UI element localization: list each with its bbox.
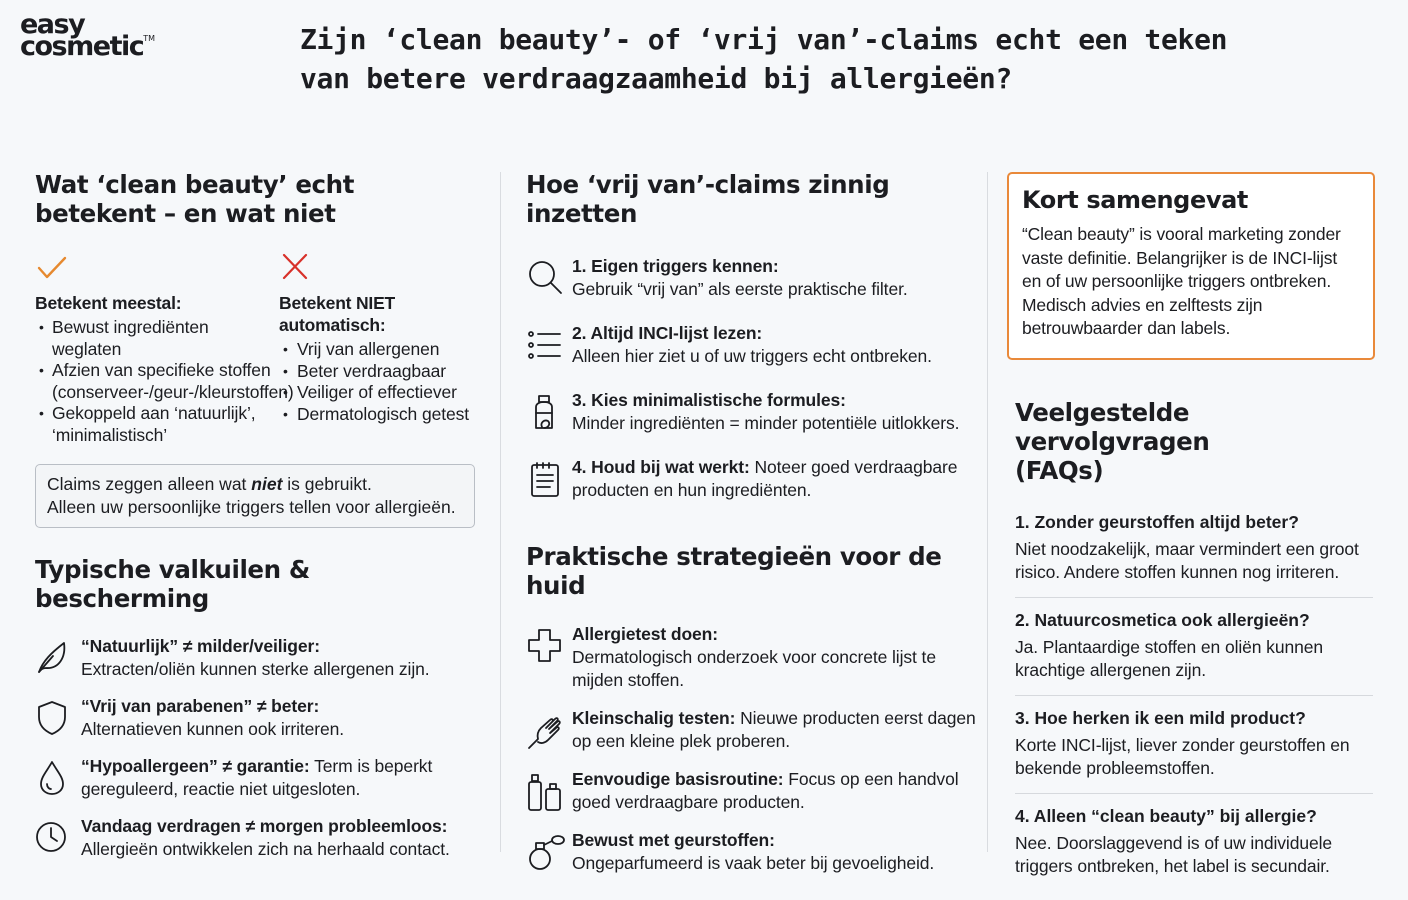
faq-item	[1015, 511, 1373, 598]
section-heading-strategies: Praktische strategieën voor de huid	[526, 542, 942, 600]
faq-answer: Ja. Plantaardige stoffen en oliën kunnen krachtige allergenen zijn.	[1015, 637, 1323, 680]
medical-cross-icon	[526, 623, 572, 665]
step-item: 3. Kies minimalistische formules: Minder ingrediënten = minder potentiële uitlokkers.	[526, 389, 986, 435]
faq-item	[1015, 609, 1373, 696]
faq-question: 4. Alleen “clean beauty” bij allergie?	[1015, 806, 1317, 826]
means-usually	[35, 252, 294, 446]
list-item: • Dermatologisch getest	[279, 404, 479, 426]
perfume-icon	[526, 829, 572, 873]
notepad-icon	[526, 456, 572, 500]
list-item: • Beter verdraagbaar	[279, 361, 479, 383]
pitfall-item: “Natuurlijk” ≠ milder/veiliger: Extracten/oliën kunnen sterke allergenen zijn.	[35, 635, 480, 681]
strategy-item: Allergietest doen: Dermatologisch onderzoek voor concrete lijst te mijden stoffen.	[526, 623, 986, 692]
section-heading-pitfalls: Typische valkuilen & bescherming	[35, 555, 310, 613]
list-item: • Veiliger of effectiever	[279, 382, 479, 404]
list-item: • Afzien van specifieke stoffen (conserveer-/geur-/kleurstoffen)	[35, 360, 279, 403]
bottles-icon	[526, 768, 572, 814]
faq-answer: Niet noodzakelijk, maar vermindert een groot risico. Andere stoffen kunnen nog irriteren.	[1015, 539, 1359, 582]
faq-question: 1. Zonder geurstoffen altijd beter?	[1015, 512, 1299, 532]
hand-icon	[526, 707, 572, 751]
page-title	[300, 20, 1300, 98]
list-item: • Bewust ingrediënten weglaten	[35, 317, 279, 360]
pitfall-item: Vandaag verdragen ≠ morgen probleemloos: Allergieën ontwikkelen zich na herhaald contact.	[35, 815, 480, 861]
step-item: 4. Houd bij wat werkt: Noteer goed verdraagbare producten en hun ingrediënten.	[526, 456, 986, 502]
summary-box	[1007, 172, 1375, 360]
clock-icon	[35, 815, 81, 855]
checkmark-icon	[35, 252, 279, 282]
page-title-line-1: Zijn ‘clean beauty’- of ‘vrij van’-claims echt een teken	[300, 23, 1228, 56]
bottle-icon	[526, 389, 572, 433]
strategies-list	[526, 623, 986, 875]
step-item: 2. Altijd INCI-lijst lezen: Alleen hier ziet u of uw triggers echt ontbreken.	[526, 322, 986, 368]
list-item: • Vrij van allergenen	[279, 339, 479, 361]
page-title-line-2: van betere verdraagzaamheid bij allergieën?	[300, 62, 1012, 95]
meaning-comparison	[35, 252, 480, 446]
faq-answer: Korte INCI-lijst, liever zonder geurstoffen en bekende probleemstoffen.	[1015, 735, 1350, 778]
pitfall-item: “Hypoallergeen” ≠ garantie: Term is beperkt gereguleerd, reactie niet uitgesloten.	[35, 755, 480, 801]
list-item: • Gekoppeld aan ‘natuurlijk’, ‘minimalistisch’	[35, 403, 279, 446]
means-not-list	[279, 339, 479, 425]
drop-icon	[35, 755, 81, 797]
logo-trademark: TM	[143, 34, 156, 44]
brand-logo	[20, 9, 156, 63]
faq-question: 3. Hoe herken ik een mild product?	[1015, 708, 1306, 728]
section-heading-faq: Veelgestelde vervolgvragen (FAQs)	[1015, 398, 1210, 485]
pitfall-item: “Vrij van parabenen” ≠ beter: Alternatieven kunnen ook irriteren.	[35, 695, 480, 741]
search-icon	[526, 255, 572, 297]
shield-icon	[35, 695, 81, 737]
section-heading-free-from: Hoe ‘vrij van’-claims zinnig inzetten	[526, 170, 890, 228]
means-not	[279, 252, 479, 446]
emphasis-niet: niet	[251, 474, 283, 494]
cross-icon	[279, 252, 479, 282]
section-heading-clean-beauty: Wat ‘clean beauty’ echt betekent – en wat niet	[35, 170, 355, 228]
list-icon	[526, 322, 572, 364]
claims-note-box: Claims zeggen alleen wat niet is gebruikt. Alleen uw persoonlijke triggers tellen voor allergieën.	[35, 464, 475, 528]
logo-line-2: cosmetic™	[20, 31, 156, 63]
faq-answer: Nee. Doorslaggevend is of uw individuele triggers ontbreken, het label is secundair.	[1015, 833, 1333, 876]
means-usually-list	[35, 317, 294, 446]
faq-list	[1007, 511, 1375, 891]
column-divider	[500, 172, 501, 852]
logo-line-1: easy	[20, 9, 85, 40]
faq-question: 2. Natuurcosmetica ook allergieën?	[1015, 610, 1310, 630]
column-summary-faq	[1007, 170, 1375, 900]
faq-item	[1015, 707, 1373, 794]
strategy-item: Bewust met geurstoffen: Ongeparfumeerd is vaak beter bij gevoeligheid.	[526, 829, 986, 875]
step-item: 1. Eigen triggers kennen: Gebruik “vrij van” als eerste praktische filter.	[526, 255, 986, 301]
means-not-heading: Betekent NIET automatisch:	[279, 293, 396, 335]
summary-text: “Clean beauty” is vooral marketing zonder vaste definitie. Belangrijker is de INCI-lijst en of uw persoonlijke triggers ontbreken. Medisch advies en zelftests zijn betrouwbaarder dan labels.	[1022, 224, 1341, 338]
strategy-item: Kleinschalig testen: Nieuwe producten eerst dagen op een kleine plek proberen.	[526, 707, 986, 753]
summary-heading: Kort samengevat	[1022, 186, 1248, 214]
column-free-from-claims	[526, 170, 986, 875]
strategy-item: Eenvoudige basisroutine: Focus op een handvol goed verdraagbare producten.	[526, 768, 986, 814]
column-clean-beauty	[35, 170, 480, 861]
means-usually-heading: Betekent meestal:	[35, 293, 182, 313]
faq-item	[1015, 805, 1373, 891]
leaf-icon	[35, 635, 81, 675]
column-divider	[987, 172, 988, 852]
